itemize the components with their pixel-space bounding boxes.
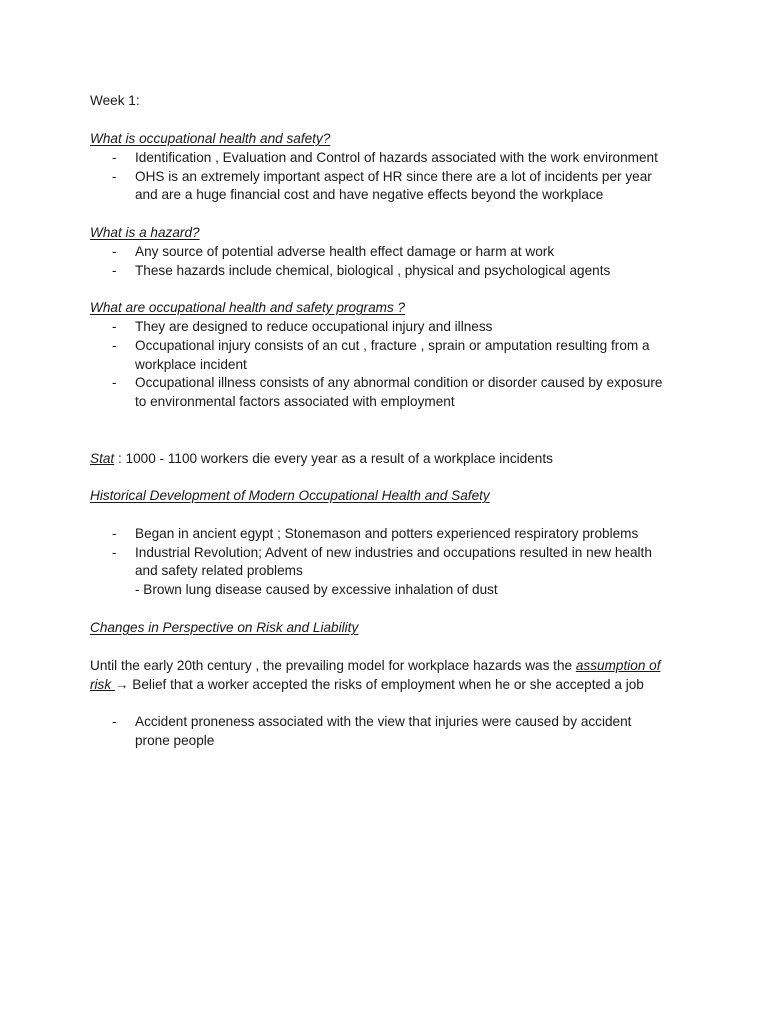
section1-heading: What is occupational health and safety?	[90, 131, 331, 146]
paragraph-term: assumption of	[575, 658, 661, 673]
bullet-dash: -	[112, 338, 117, 353]
list-item: Industrial Revolution; Advent of new industries and occupations resulted in new health	[135, 545, 652, 560]
list-item-continuation: and are a huge financial cost and have negative effects beyond the workplace	[135, 187, 604, 202]
list-item-continuation: and safety related problems	[135, 563, 303, 578]
list-item: Began in ancient egypt ; Stonemason and potters experienced respiratory problems	[135, 526, 639, 541]
list-item: Occupational injury consists of an cut , fracture , sprain or amputation resulting from a	[135, 338, 650, 353]
stat-text: : 1000 - 1100 workers die every year as a result of a workplace incidents	[114, 451, 553, 466]
bullet-dash: -	[112, 375, 117, 390]
list-item: They are designed to reduce occupational injury and illness	[135, 319, 493, 334]
stat-label: Stat	[90, 451, 115, 466]
section5-heading: Changes in Perspective on Risk and Liability	[90, 620, 359, 635]
paragraph-term: risk	[90, 677, 115, 692]
bullet-dash: -	[112, 169, 117, 184]
bullet-dash: -	[112, 526, 117, 541]
bullet-dash: -	[112, 545, 117, 560]
section2-heading: What is a hazard?	[90, 225, 200, 240]
section3-heading: What are occupational health and safety programs ?	[90, 300, 406, 315]
list-item: OHS is an extremely important aspect of HR since there are a lot of incidents per year	[135, 169, 652, 184]
week-label: Week 1:	[90, 93, 140, 108]
list-item: Any source of potential adverse health effect damage or harm at work	[135, 244, 555, 259]
list-item-continuation: prone people	[135, 733, 215, 748]
bullet-dash: -	[112, 714, 117, 729]
paragraph-text: → Belief that a worker accepted the risks of employment when he or she accepted a job	[114, 677, 644, 692]
bullet-dash: -	[112, 319, 117, 334]
list-item-continuation: workplace incident	[135, 357, 247, 372]
paragraph-line	[90, 675, 644, 694]
list-item: Accident proneness associated with the view that injuries were caused by accident	[135, 714, 632, 729]
bullet-dash: -	[112, 263, 117, 278]
list-item: Identification , Evaluation and Control of hazards associated with the work environment	[135, 150, 658, 165]
list-item: These hazards include chemical, biological , physical and psychological agents	[135, 263, 611, 278]
list-item-continuation: to environmental factors associated with employment	[135, 394, 455, 409]
stat-line	[90, 449, 553, 468]
bullet-dash: -	[112, 244, 117, 259]
bullet-dash: -	[112, 150, 117, 165]
list-item: Occupational illness consists of any abnormal condition or disorder caused by exposure	[135, 375, 663, 390]
section4-heading: Historical Development of Modern Occupational Health and Safety	[90, 488, 490, 503]
list-item-subpoint: - Brown lung disease caused by excessive inhalation of dust	[135, 582, 498, 597]
paragraph-line	[90, 656, 661, 675]
paragraph-text: Until the early 20th century , the prevailing model for workplace hazards was the	[90, 658, 576, 673]
